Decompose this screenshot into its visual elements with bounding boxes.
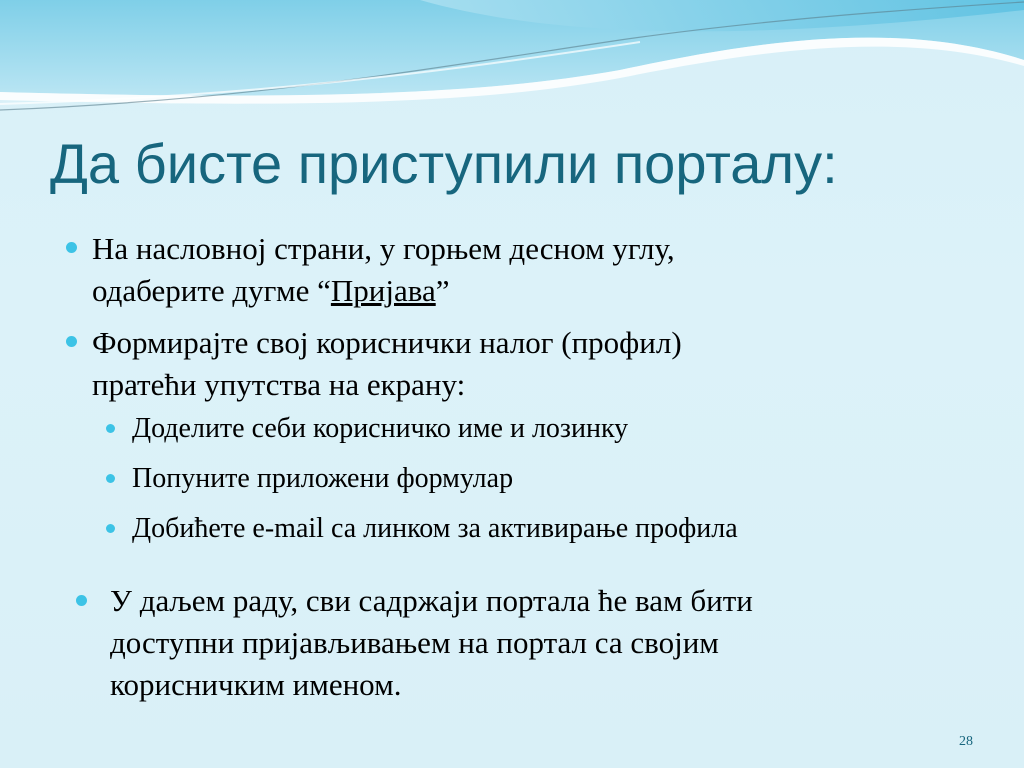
login-link[interactable]: Пријава: [330, 273, 436, 308]
sub-bullet-list: [104, 410, 962, 548]
bullet-text-line: Формирајте свој кориснички налог (профил): [92, 325, 682, 360]
sub-bullet-text: Добићете e-mail са линком за активирање профила: [132, 513, 738, 544]
list-item: [62, 322, 962, 548]
slide-title: Да бисте приступили порталу:: [50, 132, 838, 195]
bullet-text-line: доступни пријављивањем на портал са својим: [110, 625, 719, 660]
bullet-text-line: пратећи упутства на екрану:: [92, 367, 466, 402]
bullet-text-suffix: ”: [435, 273, 450, 308]
bullet-icon: [106, 474, 115, 483]
bullet-list: [62, 228, 962, 558]
header-wave-decoration: [0, 0, 1024, 130]
bullet-text-line: корисничким именом.: [110, 667, 402, 702]
bullet-text-line: У даљем раду, сви садржаји портала ће вам бити: [110, 583, 753, 618]
sub-bullet-text: Доделите себи корисничко име и лозинку: [132, 413, 629, 444]
bullet-text-line: одаберите дугме “: [92, 273, 331, 308]
bullet-text-line: На насловној страни, у горњем десном углу,: [92, 231, 675, 266]
page-number: 28: [959, 734, 973, 749]
sub-bullet-text: Попуните приложени формулар: [132, 463, 514, 494]
bullet-icon: [66, 336, 77, 347]
sub-list-item: [104, 460, 962, 498]
list-item: [72, 580, 1010, 706]
bullet-icon: [106, 424, 115, 433]
sub-list-item: [104, 510, 962, 548]
sub-list-item: [104, 410, 962, 448]
bullet-icon: [66, 242, 77, 253]
bullet-icon: [106, 524, 115, 533]
bullet-icon: [76, 595, 87, 606]
list-item: [62, 228, 962, 312]
